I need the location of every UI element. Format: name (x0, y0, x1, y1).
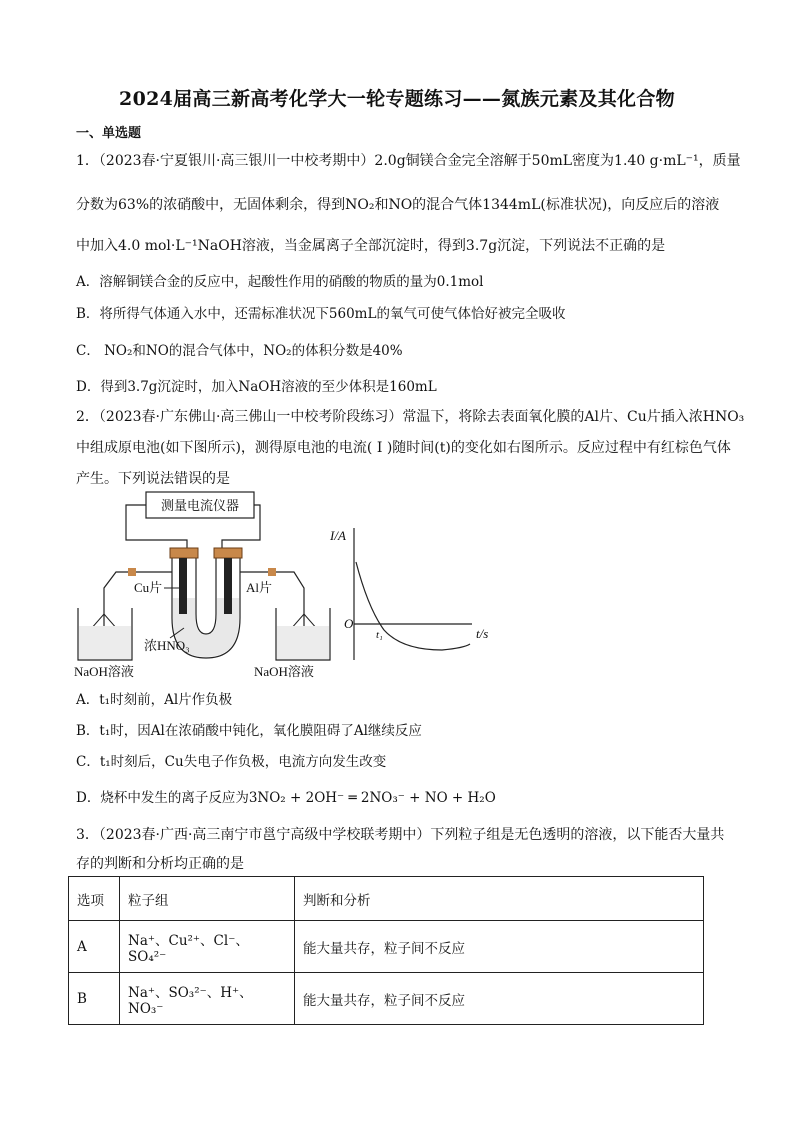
stopper-right (214, 548, 242, 558)
table-cell-particles: Na⁺、Cu²⁺、Cl⁻、SO₄²⁻ (120, 921, 295, 973)
table-cell-particles: Na⁺、SO₃²⁻、H⁺、NO₃⁻ (120, 973, 295, 1025)
graph-origin: O (344, 616, 354, 631)
q1-stem-line-1: 1．（2023春·宁夏银川·高三银川一中校考期中）2.0g铜镁合金完全溶解于50mL密度为1.40 g·mL⁻¹，质量 (76, 153, 741, 169)
table-row (69, 921, 704, 973)
u-tube-inner (196, 558, 216, 634)
graph-x-label: t/s (476, 626, 489, 641)
table-cell-analysis: 能大量共存，粒子间不反应 (295, 973, 704, 1025)
q1-stem-line-3: 中加入4.0 mol·L⁻¹NaOH溶液，当金属离子全部沉淀时，得到3.7g沉淀，下列说法不正确的是 (76, 238, 666, 254)
beaker-left-liquid (79, 626, 131, 659)
table-header-row (69, 877, 704, 921)
q1-option-a: A．溶解铜镁合金的反应中，起酸性作用的硝酸的物质的量为0.1mol (76, 274, 484, 290)
section-heading: 一、单选题 (76, 126, 142, 141)
q3-stem-line-1: 3．（2023春·广西·高三南宁市邕宁高级中学校联考期中）下列粒子组是无色透明的溶液，以下能否大量共 (76, 827, 725, 843)
joint-left (128, 568, 136, 576)
q2-option-c: C．t₁时刻后，Cu失电子作负极，电流方向发生改变 (76, 754, 387, 770)
table-header-particles: 粒子组 (120, 877, 295, 921)
q1-option-c: C． NO₂和NO的混合气体中，NO₂的体积分数是40% (76, 343, 403, 359)
q2-stem-line-2: 中组成原电池(如下图所示)，测得原电池的电流( I )随时间(t)的变化如右图所示。反应过程中有红棕色气体 (76, 440, 731, 456)
table-header-option: 选项 (69, 877, 120, 921)
q2-option-a: A．t₁时刻前，Al片作负极 (76, 692, 233, 708)
q1-stem-line-2: 分数为63%的浓硝酸中，无固体剩余，得到NO₂和NO的混合气体1344mL(标准状况)，向反应后的溶液 (76, 197, 720, 213)
table-header-analysis: 判断和分析 (295, 877, 704, 921)
q2-stem-line-1: 2．（2023春·广东佛山·高三佛山一中校考阶段练习）常温下，将除去表面氧化膜的Al片、Cu片插入浓HNO₃ (76, 409, 745, 425)
instrument-label: 测量电流仪器 (160, 498, 240, 513)
q2-option-d: D．烧杯中发生的离子反应为3NO₂ + 2OH⁻ ═ 2NO₃⁻ + NO + H₂O (76, 790, 496, 806)
q1-option-b: B．将所得气体通入水中，还需标准状况下560mL的氧气可使气体恰好被完全吸收 (76, 306, 566, 322)
acid-label: 浓HNO₃ (144, 638, 190, 653)
table-cell-analysis: 能大量共存，粒子间不反应 (295, 921, 704, 973)
graph-y-label: I/A (330, 528, 346, 543)
beaker-right-liquid (277, 626, 329, 659)
q1-option-d: D．得到3.7g沉淀时，加入NaOH溶液的至少体积是160mL (76, 379, 437, 395)
q3-table (68, 876, 704, 1025)
graph-t1-label: t₁ (376, 629, 383, 641)
joint-right (268, 568, 276, 576)
stopper-left (170, 548, 198, 558)
q2-stem-line-3: 产生。下列说法错误的是 (76, 471, 230, 487)
table-row (69, 973, 704, 1025)
al-label: Al片 (246, 580, 273, 595)
naoh-right-label: NaOH溶液 (254, 664, 314, 679)
table-cell-option: B (69, 973, 120, 1025)
table-cell-option: A (69, 921, 120, 973)
q3-stem-line-2: 存的判断和分析均正确的是 (76, 856, 244, 872)
document-title: 2024届高三新高考化学大一轮专题练习——氮族元素及其化合物 (119, 88, 675, 110)
cu-label: Cu片 (134, 580, 163, 595)
naoh-left-label: NaOH溶液 (74, 664, 134, 679)
q2-option-b: B．t₁时，因Al在浓硝酸中钝化，氧化膜阻碍了Al继续反应 (76, 723, 422, 739)
al-electrode (224, 558, 232, 614)
cu-electrode (179, 558, 187, 614)
q2-diagram (72, 488, 512, 684)
graph-current-curve (356, 562, 470, 650)
